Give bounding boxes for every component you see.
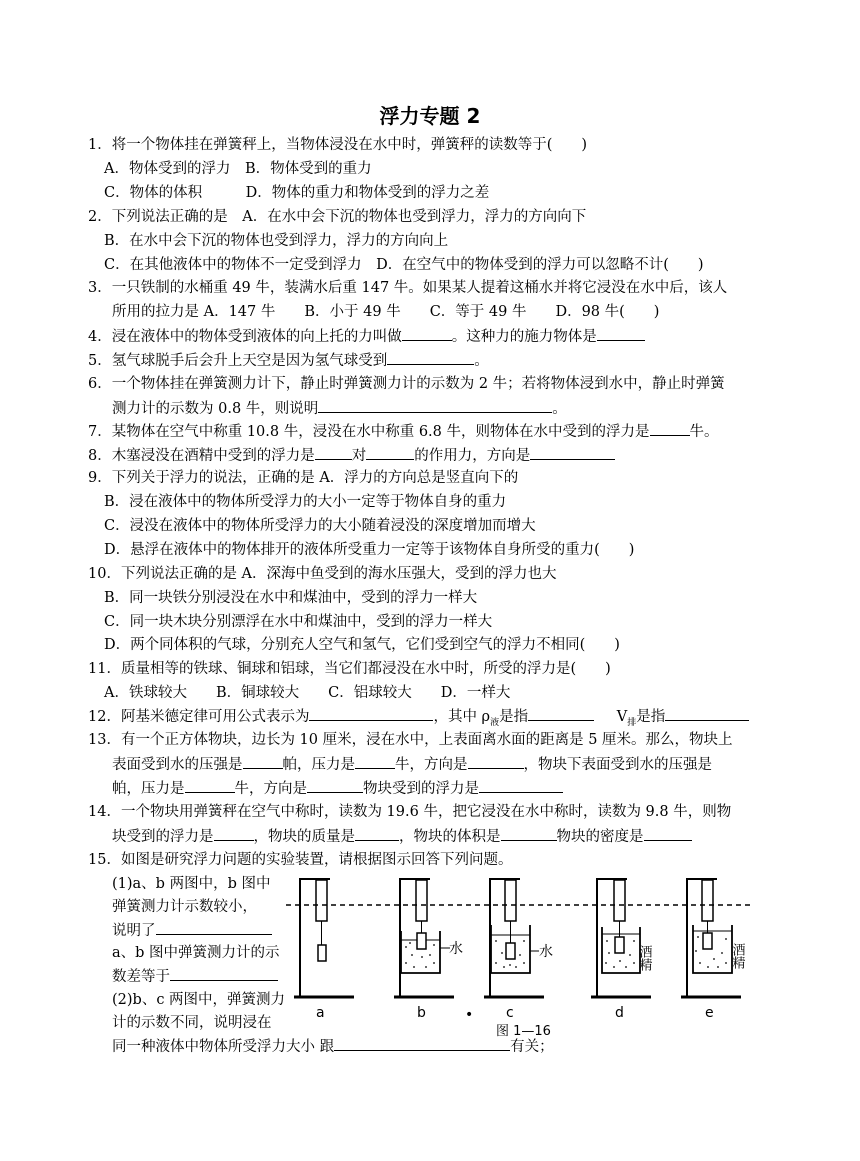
- panel-d-apparatus: [591, 878, 651, 997]
- q15-part1-line1: (1)a、b 两图中，b 图中: [112, 876, 271, 892]
- q5-text-b: 。: [474, 353, 489, 369]
- q8-blank-1[interactable]: [315, 445, 352, 460]
- page-title: 浮力专题 2: [379, 104, 481, 128]
- q3-options: 所用的拉力是 A．147 牛 B．小于 49 牛 C．等于 49 牛 D．98 牛( ): [112, 304, 660, 320]
- q10-option-d: D．两个同体积的气球，分别充人空气和氢气，它们受到空气的浮力不相同( ): [104, 637, 620, 653]
- q14-blank-1[interactable]: [214, 826, 254, 841]
- q15-part1-line2: 弹簧测力计示数较小，: [112, 899, 257, 915]
- q13-blank-5[interactable]: [307, 778, 363, 793]
- q5-blank[interactable]: [387, 350, 474, 365]
- q13-line-3: [112, 778, 563, 799]
- panel-e-liquid-label: 酒精: [729, 943, 745, 969]
- q15-blank-2[interactable]: [170, 966, 278, 981]
- q14-stem: 14．一个物块用弹簧秤在空气中称时，读数为 19.6 牛，把它浸没在水中称时，读数为 9.8 牛，则物: [88, 804, 732, 820]
- q8-text-a: 8．木塞浸没在酒精中受到的浮力是: [88, 448, 315, 464]
- q8-line: [88, 445, 615, 466]
- q14-text-d: 物块的密度是: [556, 829, 644, 845]
- panel-d-object: [615, 937, 624, 953]
- q13-blank-2[interactable]: [355, 754, 395, 769]
- q3-stem: 3．一只铁制的水桶重 49 牛，装满水后重 147 牛。如果某人提着这桶水并将它浸没在水中后，该人: [88, 280, 728, 296]
- q9-option-d: D．悬浮在液体中的物体排开的液体所受重力一定等于该物体自身所受的重力( ): [104, 542, 635, 558]
- q6-line-2: [112, 398, 567, 419]
- q15-text-said: 说明了: [112, 923, 156, 939]
- q12-blank-3[interactable]: [665, 706, 749, 721]
- panel-b-liquid-label: 水: [449, 941, 463, 957]
- panel-c-object: [506, 943, 515, 959]
- q15-blank-1[interactable]: [156, 920, 272, 935]
- panel-a-label: a: [316, 1005, 325, 1021]
- q14-blank-4[interactable]: [644, 826, 692, 841]
- q6-text-b: 。: [552, 401, 567, 417]
- q13-stem: 13．有一个正方体物块，边长为 10 厘米，浸在水中，上表面离水面的距离是 5 厘米。那么，物块上: [88, 732, 733, 748]
- q14-line-2: [112, 826, 692, 847]
- panel-a-apparatus: [294, 878, 354, 997]
- q14-text-b: ，物块的质量是: [253, 829, 355, 845]
- q4-blank-1[interactable]: [402, 326, 452, 341]
- q4-line: [88, 326, 645, 347]
- q15-text-d: 有关；: [510, 1039, 554, 1055]
- q8-text-c: 的作用力，方向是: [414, 448, 531, 464]
- q2-stem: 2．下列说法正确的是 A．在水中会下沉的物体也受到浮力，浮力的方向向下: [88, 209, 587, 225]
- panel-b-object: [417, 933, 426, 949]
- q7-blank[interactable]: [650, 421, 690, 436]
- q13-text-c: 牛，方向是: [395, 757, 468, 773]
- panel-e-apparatus: [681, 878, 741, 997]
- q14-text-c: ，物块的体积是: [399, 829, 501, 845]
- q9-option-c: C．浸没在液体中的物体所受浮力的大小随着浸没的深度增加而增大: [104, 518, 536, 534]
- q12-sub-displaced: 排: [627, 717, 637, 728]
- q7-text-b: 牛。: [689, 424, 719, 440]
- q9-stem: 9．下列关于浮力的说法，正确的是 A．浮力的方向总是竖直向下的: [88, 470, 519, 486]
- q13-text-d: ，物块下表面受到水的压强是: [523, 757, 712, 773]
- q13-blank-4[interactable]: [185, 778, 235, 793]
- q15-part1-line3: [112, 920, 272, 941]
- q4-blank-2[interactable]: [597, 326, 645, 341]
- figure-dot: •: [465, 1007, 474, 1023]
- q5-line: [88, 350, 489, 371]
- q12-text-a: 12．阿基米德定律可用公式表示为: [88, 709, 310, 725]
- panel-c-apparatus: [484, 878, 544, 997]
- q7-line: [88, 421, 719, 442]
- panel-e-object: [703, 933, 712, 949]
- q4-text-a: 4．浸在液体中的物体受到液体的向上托的力叫做: [88, 329, 402, 345]
- q14-blank-3[interactable]: [501, 826, 557, 841]
- q11-options: A．铁球较大 B．铜球较大 C．铝球较大 D．一样大: [104, 685, 511, 701]
- q8-text-b: 对: [351, 448, 367, 464]
- q1-options-cd: C．物体的体积 D．物体的重力和物体受到的浮力之差: [104, 185, 490, 201]
- q12-blank-1[interactable]: [309, 706, 433, 721]
- q12-text-b: ，其中 ρ: [433, 709, 491, 725]
- q13-text-g: 物块受到的浮力是: [363, 781, 479, 797]
- panel-a-object: [318, 945, 326, 961]
- panel-c-liquid-label: 水: [539, 944, 553, 960]
- q13-blank-6[interactable]: [479, 778, 563, 793]
- q12-line: [88, 706, 749, 733]
- q13-text-b: 帕，压力是: [282, 757, 355, 773]
- buoyancy-experiment-figure: [284, 865, 764, 1040]
- q10-option-b: B．同一块铁分别浸没在水中和煤油中，受到的浮力一样大: [104, 590, 478, 606]
- q12-text-c: 是指: [499, 709, 529, 725]
- q15-part1-line4: a、b 图中弹簧测力计的示: [112, 945, 280, 961]
- q1-stem: 1．将一个物体挂在弹簧秤上，当物体浸没在水中时，弹簧秤的读数等于( ): [88, 137, 588, 153]
- panel-b-apparatus: [394, 878, 454, 997]
- q2-option-b: B．在水中会下沉的物体也受到浮力，浮力的方向向上: [104, 233, 449, 249]
- q13-text-f: 牛，方向是: [234, 781, 307, 797]
- q6-blank[interactable]: [318, 398, 552, 413]
- q15-text-c: 同一种液体中物体所受浮力大小 跟: [112, 1039, 335, 1055]
- q10-option-c: C．同一块木块分别漂浮在水中和煤油中，受到的浮力一样大: [104, 614, 493, 630]
- q15-part2-line2: 计的示数不同，说明浸在: [112, 1015, 272, 1031]
- q12-blank-2[interactable]: [528, 706, 594, 721]
- panel-d-liquid-label: 酒精: [636, 945, 652, 971]
- q13-line-2: [112, 754, 712, 775]
- q12-sub-liquid: 液: [490, 717, 500, 728]
- q8-blank-2[interactable]: [366, 445, 414, 460]
- panel-b-label: b: [417, 1005, 426, 1021]
- q7-text-a: 7．某物体在空气中称重 10.8 牛，浸没在水中称重 6.8 牛，则物体在水中受到的浮力是: [88, 424, 650, 440]
- panel-e-label: e: [705, 1005, 714, 1021]
- panel-d-label: d: [615, 1005, 624, 1021]
- q13-blank-1[interactable]: [243, 754, 283, 769]
- q15-part2-line1: (2)b、c 两图中，弹簧测力: [112, 992, 286, 1008]
- q12-text-d: V: [612, 709, 628, 725]
- q11-stem: 11．质量相等的铁球、铜球和铝球，当它们都浸没在水中时，所受的浮力是( ): [88, 661, 611, 677]
- figure-caption: 图 1—16: [496, 1024, 551, 1039]
- q5-text-a: 5．氢气球脱手后会升上天空是因为氢气球受到: [88, 353, 388, 369]
- q13-text-a: 表面受到水的压强是: [112, 757, 243, 773]
- q14-blank-2[interactable]: [355, 826, 399, 841]
- q15-stem: 15．如图是研究浮力问题的实验装置，请根据图示回答下列问题。: [88, 852, 513, 868]
- q8-blank-3[interactable]: [530, 445, 615, 460]
- q4-text-b: 。这种力的施力物体是: [451, 329, 597, 345]
- q2-options-cd: C．在其他液体中的物体不一定受到浮力 D．在空气中的物体受到的浮力可以忽略不计( ): [104, 257, 704, 273]
- q6-text-a: 测力计的示数为 0.8 牛，则说明: [112, 401, 319, 417]
- panel-c-label: c: [506, 1005, 514, 1021]
- q9-option-b: B．浸在液体中的物体所受浮力的大小一定等于物体自身的重力: [104, 494, 507, 510]
- q13-blank-3[interactable]: [468, 754, 524, 769]
- q1-options-ab: A．物体受到的浮力 B．物体受到的重力: [104, 161, 372, 177]
- q6-stem: 6．一个物体挂在弹簧测力计下，静止时弹簧测力计的示数为 2 牛；若将物体浸到水中，静止时弹簧: [88, 376, 725, 392]
- q15-text-diff: 数差等于: [112, 969, 170, 985]
- q15-part1-line5: [112, 966, 278, 987]
- q12-text-e: 是指: [636, 709, 666, 725]
- q14-text-a: 块受到的浮力是: [112, 829, 214, 845]
- q13-text-e: 帕，压力是: [112, 781, 185, 797]
- q10-stem: 10．下列说法正确的是 A．深海中鱼受到的海水压强大，受到的浮力也大: [88, 566, 557, 582]
